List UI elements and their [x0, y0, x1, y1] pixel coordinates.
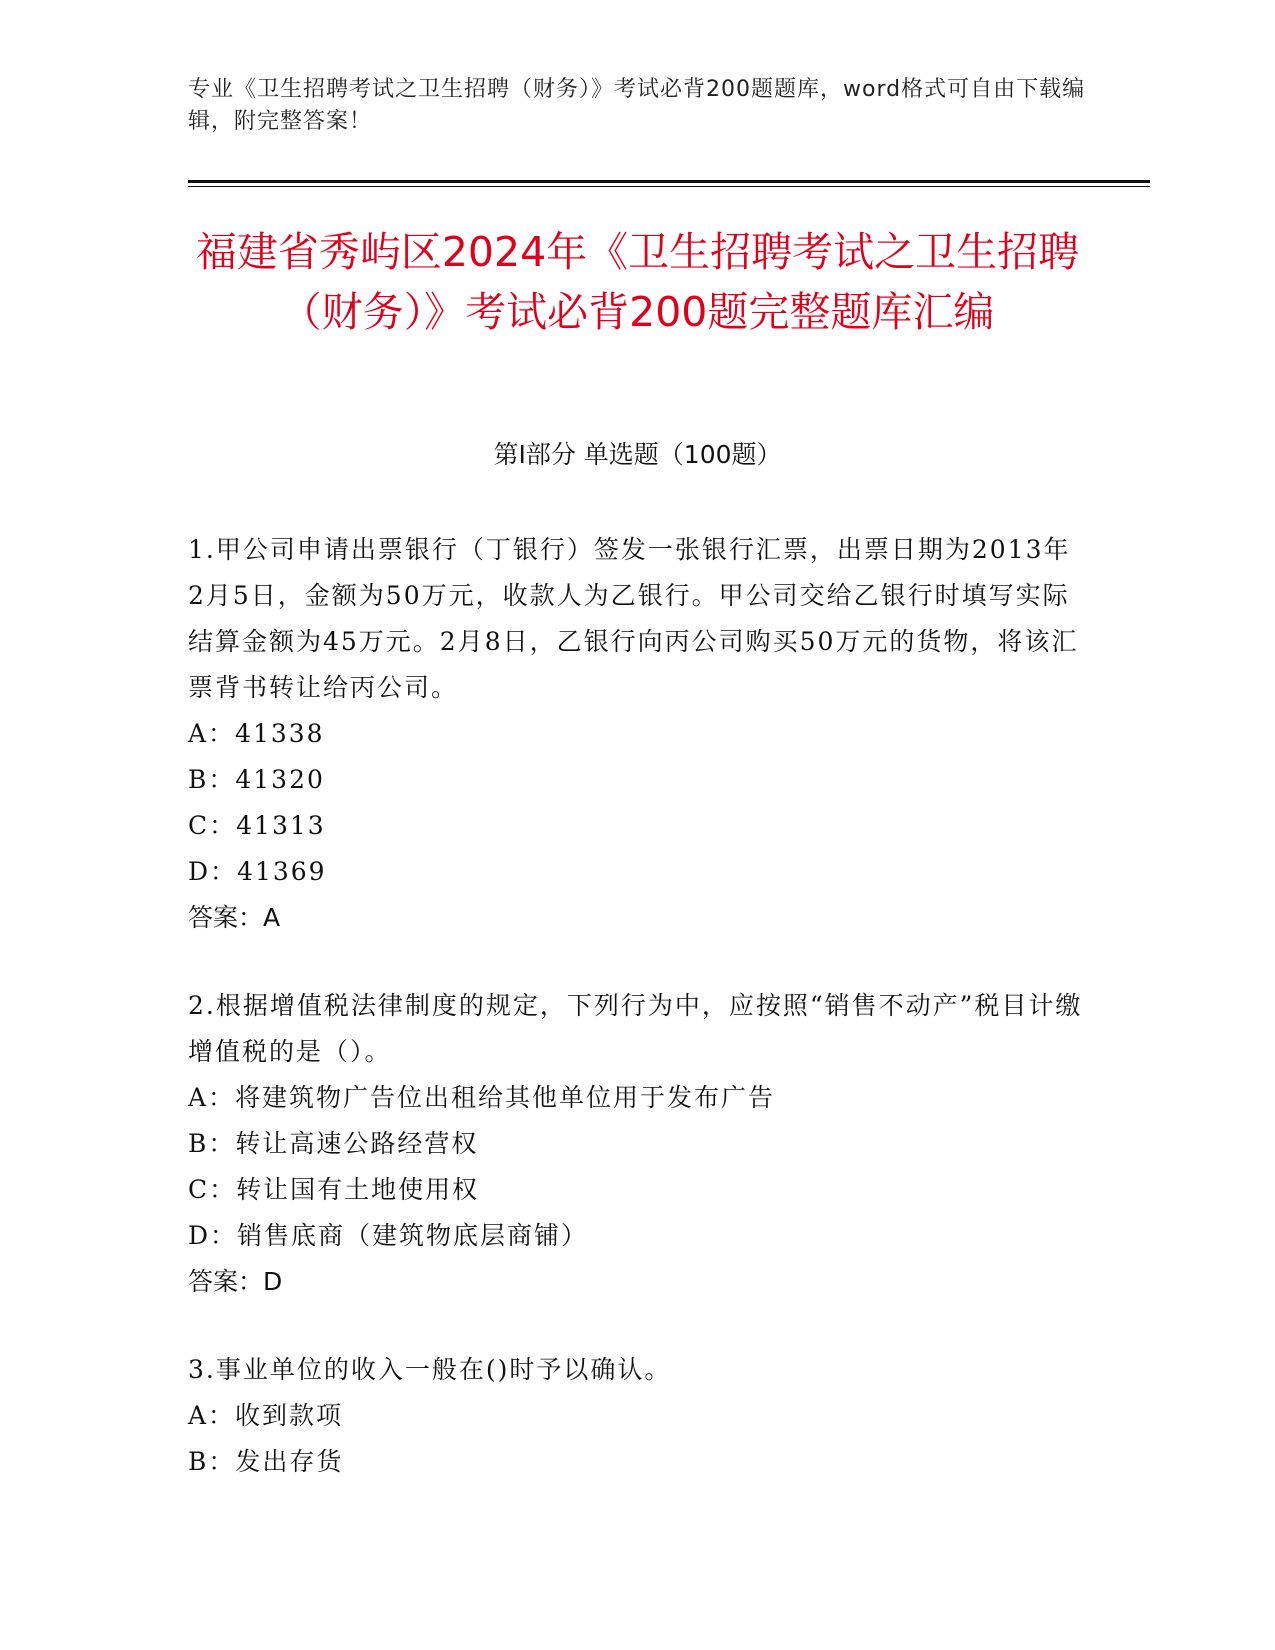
header-divider-thick — [188, 180, 1150, 183]
question-stem: 3.事业单位的收入一般在()时予以确认。 — [188, 1355, 672, 1384]
option-d: D：41369 — [188, 857, 327, 886]
question-list — [188, 527, 1088, 1485]
option-a: A：41338 — [188, 719, 325, 748]
option-c: C：41313 — [188, 811, 326, 840]
option-d: D：销售底商（建筑物底层商铺） — [188, 1221, 589, 1250]
option-b: B：41320 — [188, 765, 325, 794]
option-a: A：收到款项 — [188, 1401, 344, 1430]
question-stem: 2.根据增值税法律制度的规定，下列行为中，应按照“销售不动产”税目计缴增值税的是（）。 — [188, 991, 1083, 1066]
option-b: B：转让高速公路经营权 — [188, 1129, 479, 1158]
question-item — [188, 527, 1088, 941]
option-b: B：发出存货 — [188, 1447, 344, 1476]
option-a: A：将建筑物广告位出租给其他单位用于发布广告 — [188, 1083, 776, 1112]
document-title: 福建省秀屿区2024年《卫生招聘考试之卫生招聘（财务）》考试必背200题完整题库汇编 — [195, 228, 1080, 336]
question-item — [188, 983, 1088, 1305]
answer-line: 答案：D — [188, 1267, 283, 1296]
question-item — [188, 1347, 1088, 1485]
header-note: 专业《卫生招聘考试之卫生招聘（财务）》考试必背200题题库，word格式可自由下载编辑，附完整答案！ — [188, 77, 1086, 134]
header-divider-thin — [188, 186, 1150, 187]
section-heading: 第I部分 单选题（100题） — [493, 440, 782, 469]
question-stem: 1.甲公司申请出票银行（丁银行）签发一张银行汇票，出票日期为2013年2月5日，金额为50万元，收款人为乙银行。甲公司交给乙银行时填写实际结算金额为45万元。2月8日，乙银行向丙公司购买50万元的货物，将该汇票背书转让给丙公司。 — [188, 535, 1079, 702]
option-c: C：转让国有土地使用权 — [188, 1175, 480, 1204]
answer-line: 答案：A — [188, 903, 281, 932]
